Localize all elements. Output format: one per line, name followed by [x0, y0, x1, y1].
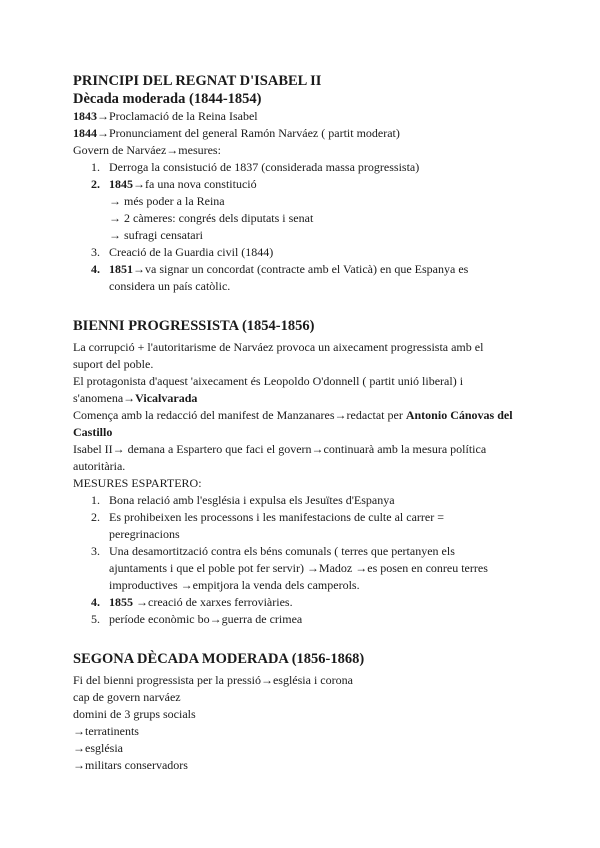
text-line: domini de 3 grups socials: [73, 707, 196, 721]
year-label: 1855: [109, 595, 133, 609]
paragraph-text: Comença amb la redacció del manifest de Manzanares→redactat per: [73, 408, 406, 422]
year-label: 1851: [109, 262, 133, 276]
section2-title: BIENNI PROGRESSISTA (1854-1856): [73, 318, 315, 334]
section1-subtitle: Dècada moderada (1844-1854): [73, 91, 262, 107]
section3-title: SEGONA DÈCADA MODERADA (1856-1868): [73, 651, 365, 667]
text-line: →terratinents: [73, 724, 139, 738]
list-text: →va signar un concordat (contracte amb el Vaticà) en que Espanya es considera un país catòlic.: [109, 262, 469, 293]
highlight-term: Vicalvarada: [135, 391, 198, 405]
list-text: Una desamortització contra els béns comunals ( terres que pertanyen els ajuntaments i que el poble pot fer servir) →Madoz →es posen en conreu terres improductives →empitjora la venda dels camperols.: [109, 544, 488, 592]
paragraph: [73, 407, 513, 441]
document-body: [73, 72, 513, 774]
list-text: període econòmic bo→guerra de crimea: [109, 612, 303, 626]
list-item: [73, 176, 513, 193]
list-item: [73, 611, 513, 628]
paragraph: [73, 373, 513, 407]
year-label: 1844: [73, 126, 97, 140]
text-line: Fi del bienni progressista per la pressió→església i corona: [73, 673, 353, 687]
line-text: →Pronunciament del general Ramón Narváez ( partit moderat): [97, 126, 400, 140]
measures-heading: MESURES ESPARTERO:: [73, 476, 202, 490]
list-item: [73, 492, 513, 509]
text-line: →església: [73, 741, 123, 755]
list-number: 3.: [91, 544, 100, 558]
list-text: Creació de la Guardia civil (1844): [109, 245, 274, 259]
list-item: [73, 159, 513, 176]
list-number: 4.: [91, 262, 100, 276]
measures-intro: Govern de Narváez→mesures:: [73, 143, 221, 157]
sub-item: → 2 càmeres: congrés dels diputats i senat: [109, 211, 314, 225]
list-number: 1.: [91, 493, 100, 507]
line-1844: [73, 125, 513, 142]
year-label: 1843: [73, 109, 97, 123]
list-number: 2.: [91, 510, 100, 524]
list-number: 3.: [91, 245, 100, 259]
list-item: [73, 594, 513, 611]
list-text: Bona relació amb l'església i expulsa els Jesuïtes d'Espanya: [109, 493, 395, 507]
list-number: 5.: [91, 612, 100, 626]
paragraph: Isabel II→ demana a Espartero que faci el govern→continuarà amb la mesura política autoritària.: [73, 442, 487, 473]
highlight-term: Antonio Cánovas del Castillo: [73, 408, 513, 439]
sub-item: → més poder a la Reina: [109, 194, 225, 208]
list-number: 4.: [91, 595, 100, 609]
list-item: [73, 244, 513, 261]
list-item: [73, 261, 513, 295]
paragraph-text: El protagonista d'aquest 'aixecament és Leopoldo O'donnell ( partit unió liberal) i s'anomena→: [73, 374, 464, 405]
list-text: →creació de xarxes ferroviàries.: [133, 595, 293, 609]
list-text: Es prohibeixen les processons i les manifestacions de culte al carrer = peregrinacions: [109, 510, 444, 541]
list-number: 2.: [91, 177, 100, 191]
text-line: →militars conservadors: [73, 758, 188, 772]
list-number: 1.: [91, 160, 100, 174]
text-line: cap de govern narváez: [73, 690, 181, 704]
list-item: [73, 509, 513, 543]
year-label: 1845: [109, 177, 133, 191]
sub-item: → sufragi censatari: [109, 228, 203, 242]
list-text: →fa una nova constitució: [133, 177, 257, 191]
line-1843: [73, 108, 513, 125]
list-text: Derroga la consistució de 1837 (considerada massa progressista): [109, 160, 420, 174]
section1-title: PRINCIPI DEL REGNAT D'ISABEL II: [73, 73, 322, 89]
line-text: →Proclamació de la Reina Isabel: [97, 109, 258, 123]
paragraph: La corrupció + l'autoritarisme de Narváez provoca un aixecament progressista amb el suport del poble.: [73, 340, 484, 371]
list-item: [73, 543, 513, 594]
